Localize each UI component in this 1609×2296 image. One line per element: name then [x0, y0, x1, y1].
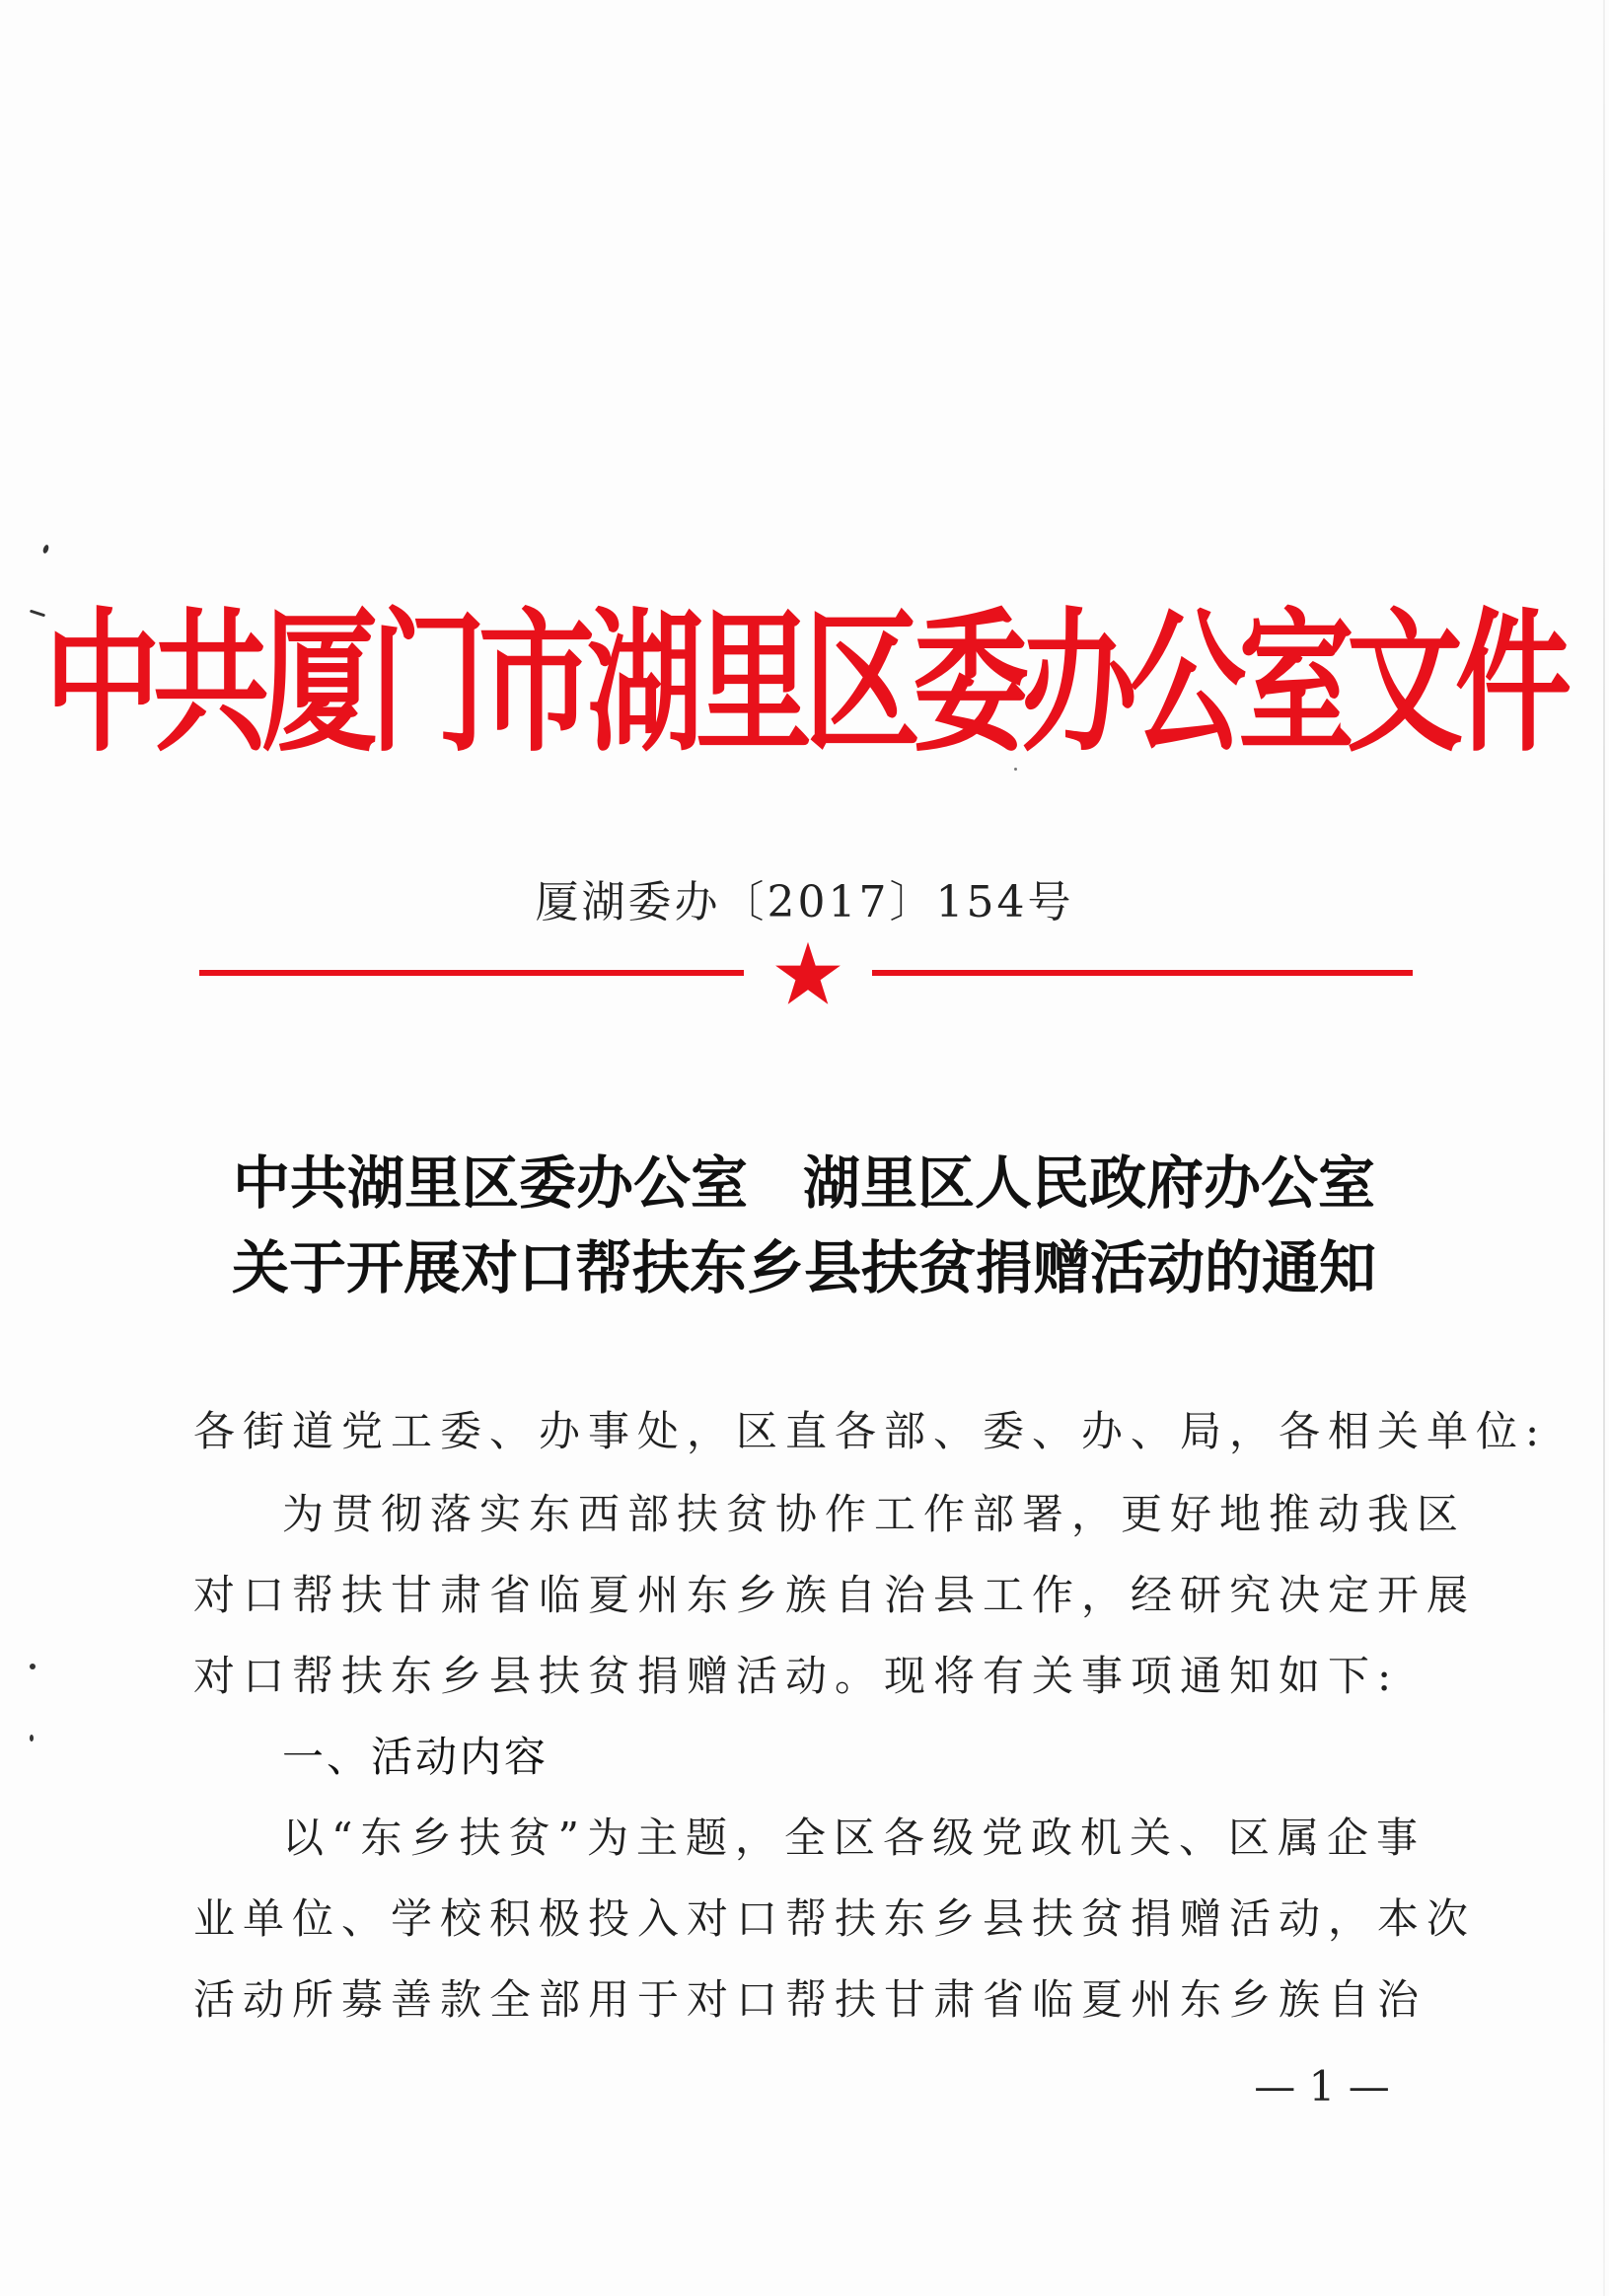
issuer-government-office: 湖里区人民政府办公室 — [803, 1149, 1376, 1217]
scan-speck — [30, 1735, 34, 1741]
issuer-title: 中共厦门市湖里区委办公室文件 — [44, 593, 1565, 774]
scan-speck — [42, 544, 50, 554]
page-number: — 1 — — [1254, 2062, 1390, 2111]
red-rule-left — [199, 970, 744, 976]
red-rule-right — [872, 970, 1413, 976]
notice-title-line1 — [158, 1137, 1450, 1220]
body-line: 对口帮扶甘肃省临夏州东乡族自治县工作，经研究决定开展 — [193, 1571, 1477, 1619]
section-heading: 一、活动内容 — [282, 1733, 549, 1781]
body-line: 对口帮扶东乡县扶贫捐赠活动。现将有关事项通知如下: — [193, 1652, 1400, 1700]
document-number: 厦湖委办〔2017〕154号 — [535, 877, 1074, 927]
notice-title-line2: 关于开展对口帮扶东乡县扶贫捐赠活动的通知 — [231, 1234, 1376, 1301]
body-line: 业单位、学校积极投入对口帮扶东乡县扶贫捐赠活动，本次 — [193, 1894, 1477, 1943]
body-line: 活动所募善款全部用于对口帮扶甘肃省临夏州东乡族自治 — [193, 1975, 1427, 2024]
scan-edge — [1603, 0, 1605, 2296]
issuer-party-office: 中共湖里区委办公室 — [232, 1149, 748, 1217]
scan-speck — [30, 1664, 36, 1669]
salutation: 各街道党工委、办事处，区直各部、委、办、局，各相关单位: — [193, 1407, 1548, 1455]
scan-speck — [30, 610, 45, 618]
body-line: 以“东乡扶贫”为主题，全区各级党政机关、区属企事 — [282, 1814, 1426, 1862]
body-line: 为贯彻落实东西部扶贫协作工作部署，更好地推动我区 — [282, 1490, 1467, 1538]
red-star-icon — [773, 939, 842, 1008]
